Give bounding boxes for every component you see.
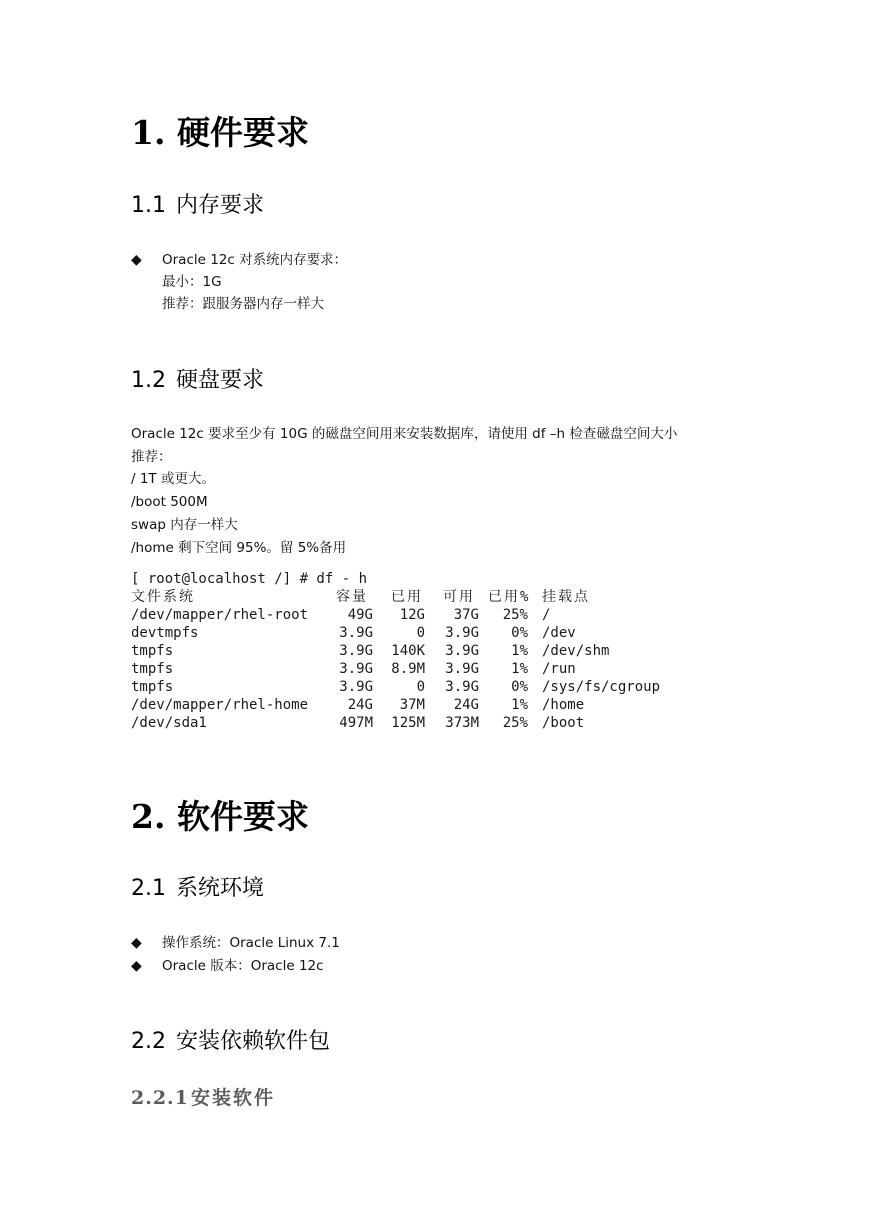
- df-use-percent: 1%: [511, 661, 528, 677]
- diamond-bullet-icon: ◆: [131, 252, 142, 268]
- df-avail: 24G: [453, 697, 479, 713]
- section-1-1-heading: [131, 191, 264, 221]
- df-header-avail: 可用: [443, 589, 475, 605]
- df-size: 24G: [347, 697, 373, 713]
- heading-title: 系统环境: [176, 876, 265, 901]
- memory-minimum-line: 最小：1G: [162, 274, 222, 290]
- section-1-2-heading: [131, 366, 264, 396]
- df-mounted-on: /dev/shm: [542, 643, 610, 659]
- disk-paragraph-line: 推荐：: [131, 449, 172, 465]
- df-header-used: 已用: [391, 589, 423, 605]
- df-mounted-on: /: [542, 607, 551, 623]
- df-used: 8.9M: [391, 661, 425, 677]
- df-use-percent: 1%: [511, 697, 528, 713]
- df-filesystem: /dev/sda1: [131, 715, 207, 731]
- disk-paragraph-line: /home 剩下空间 95%。留 5%备用: [131, 540, 347, 556]
- df-filesystem: devtmpfs: [131, 625, 199, 641]
- df-size: 3.9G: [339, 679, 373, 695]
- heading-number: 1.1: [131, 193, 166, 218]
- df-filesystem: tmpfs: [131, 661, 174, 677]
- df-mounted-on: /sys/fs/cgroup: [542, 679, 661, 695]
- disk-paragraph-line: /boot 500M: [131, 494, 208, 510]
- os-line: 操作系统：Oracle Linux 7.1: [162, 935, 340, 951]
- heading-number: 2.1: [131, 876, 166, 901]
- df-filesystem: tmpfs: [131, 679, 174, 695]
- terminal-output: [131, 570, 751, 740]
- section-2-2-heading: [131, 1027, 330, 1057]
- df-use-percent: 0%: [511, 679, 528, 695]
- heading-number: 2.2.1: [131, 1087, 189, 1109]
- heading-number: 2.2: [131, 1029, 166, 1054]
- df-mounted-on: /home: [542, 697, 585, 713]
- df-used: 0: [416, 625, 425, 641]
- df-mounted-on: /dev: [542, 625, 576, 641]
- heading-number: 1.2: [131, 368, 166, 393]
- df-size: 3.9G: [339, 661, 373, 677]
- memory-requirement-line: Oracle 12c 对系统内存要求：: [162, 252, 348, 268]
- diamond-bullet-icon: ◆: [131, 935, 142, 951]
- heading-title: 内存要求: [176, 193, 265, 218]
- df-use-percent: 0%: [511, 625, 528, 641]
- df-use-percent: 25%: [502, 607, 528, 623]
- heading-title: 安装软件: [191, 1087, 276, 1109]
- df-size: 3.9G: [339, 625, 373, 641]
- df-used: 0: [416, 679, 425, 695]
- df-use-percent: 25%: [502, 715, 528, 731]
- section-2-1-heading: [131, 874, 264, 904]
- df-filesystem: tmpfs: [131, 643, 174, 659]
- df-size: 3.9G: [339, 643, 373, 659]
- heading-title: 安装依赖软件包: [176, 1029, 331, 1054]
- df-filesystem: /dev/mapper/rhel-home: [131, 697, 309, 713]
- oracle-version-line: Oracle 版本：Oracle 12c: [162, 958, 324, 974]
- df-avail: 3.9G: [445, 625, 479, 641]
- df-used: 37M: [399, 697, 425, 713]
- df-header-size: 容量: [336, 589, 368, 605]
- df-header-mounted-on: 挂载点: [542, 589, 590, 605]
- section-1-heading: 1. 硬件要求: [131, 113, 309, 152]
- df-avail: 37G: [453, 607, 479, 623]
- df-mounted-on: /boot: [542, 715, 585, 731]
- memory-recommended-line: 推荐：跟服务器内存一样大: [162, 296, 324, 312]
- df-used: 12G: [399, 607, 425, 623]
- df-used: 140K: [391, 643, 425, 659]
- df-filesystem: /dev/mapper/rhel-root: [131, 607, 309, 623]
- disk-paragraph-line: Oracle 12c 要求至少有 10G 的磁盘空间用来安装数据库，请使用 df –h 检查磁盘空间大小: [131, 426, 678, 442]
- diamond-bullet-icon: ◆: [131, 958, 142, 974]
- df-size: 49G: [347, 607, 373, 623]
- terminal-prompt: [ root@localhost /] # df - h: [131, 571, 368, 587]
- heading-title: 硬盘要求: [176, 368, 265, 393]
- df-header-filesystem: 文件系统: [131, 589, 195, 605]
- df-used: 125M: [391, 715, 425, 731]
- disk-paragraph-line: / 1T 或更大。: [131, 471, 215, 487]
- df-avail: 3.9G: [445, 643, 479, 659]
- df-use-percent: 1%: [511, 643, 528, 659]
- section-2-2-1-heading: [131, 1085, 275, 1111]
- df-header-use-percent: 已用%: [488, 589, 531, 605]
- df-mounted-on: /run: [542, 661, 576, 677]
- section-2-heading: 2. 软件要求: [131, 797, 309, 836]
- df-avail: 373M: [445, 715, 479, 731]
- disk-paragraph-line: swap 内存一样大: [131, 517, 238, 533]
- df-size: 497M: [339, 715, 373, 731]
- df-avail: 3.9G: [445, 661, 479, 677]
- df-avail: 3.9G: [445, 679, 479, 695]
